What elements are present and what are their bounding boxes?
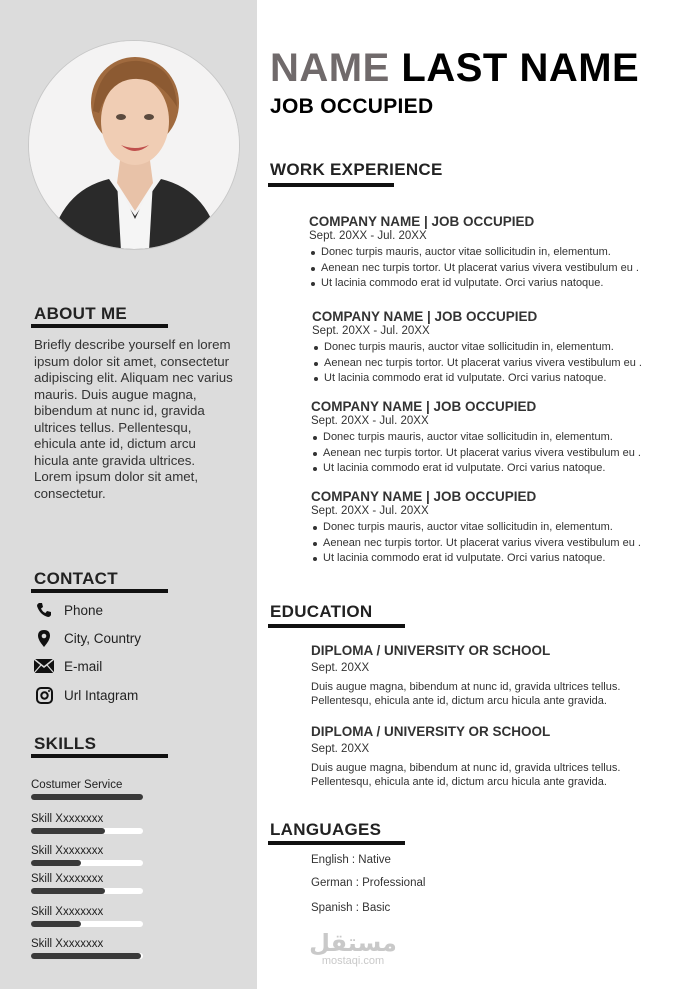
work-entry-bullet: Ut lacinia commodo erat id vulputate. Orci varius natoque. — [312, 371, 682, 387]
contact-email-label[interactable]: E-mail — [64, 658, 103, 674]
about-heading: ABOUT ME — [34, 304, 128, 323]
location-pin-icon — [34, 629, 54, 647]
contact-item-instagram — [34, 685, 138, 705]
education-entry — [311, 643, 681, 708]
skill-bar-track — [31, 860, 143, 866]
work-entry-bullets — [311, 430, 681, 477]
work-entry — [312, 309, 682, 387]
work-entry-bullets — [312, 340, 682, 387]
work-entry-bullet: Aenean nec turpis tortor. Ut placerat varius vivera vestibulum eu . — [311, 536, 681, 552]
language-item: Spanish : Basic — [311, 902, 391, 914]
profile-photo-illustration — [29, 41, 240, 250]
skill-label: Skill Xxxxxxxx — [31, 873, 104, 885]
watermark-arabic: مستقل — [309, 929, 397, 957]
work-entry-bullets — [311, 520, 681, 567]
skill-bar-track — [31, 888, 143, 894]
full-name — [270, 46, 639, 91]
work-entry — [311, 399, 681, 477]
languages-heading: LANGUAGES — [270, 820, 382, 839]
work-entry-bullet: Aenean nec turpis tortor. Ut placerat varius vivera vestibulum eu . — [312, 356, 682, 372]
work-entry-bullet: Donec turpis mauris, auctor vitae sollicitudin in, elementum. — [311, 520, 681, 536]
skill-label: Skill Xxxxxxxx — [31, 906, 104, 918]
education-entry-dates: Sept. 20XX — [311, 662, 370, 674]
job-title: JOB OCCUPIED — [270, 95, 434, 118]
skill-bar-fill — [31, 953, 141, 959]
work-experience-rule — [268, 183, 394, 187]
skill-bar-fill — [31, 860, 81, 866]
watermark-url: mostaqi.com — [321, 955, 385, 967]
work-entry-bullet: Donec turpis mauris, auctor vitae sollicitudin in, elementum. — [311, 430, 681, 446]
education-entry-desc: Duis augue magna, bibendum at nunc id, gravida ultrices tellus. Pellentesqu, ehicula ante id, dictum arcu hicula ante gravida. — [311, 762, 621, 788]
work-entry-dates: Sept. 20XX - Jul. 20XX — [311, 505, 429, 517]
instagram-icon — [34, 686, 54, 704]
skill-item — [31, 906, 146, 927]
envelope-icon — [34, 657, 54, 675]
skill-label: Costumer Service — [31, 779, 123, 791]
contact-heading: CONTACT — [34, 569, 118, 588]
education-entry-desc: Duis augue magna, bibendum at nunc id, gravida ultrices tellus. Pellentesqu, ehicula ante id, dictum arcu hicula ante gravida. — [311, 681, 621, 707]
work-entry-title: COMPANY NAME | JOB OCCUPIED — [312, 309, 538, 324]
first-name: NAME — [270, 46, 390, 90]
skill-item — [31, 873, 146, 894]
work-entry-bullet: Ut lacinia commodo erat id vulputate. Orci varius natoque. — [311, 461, 681, 477]
contact-heading-rule — [31, 589, 168, 593]
skill-bar-fill — [31, 794, 143, 800]
profile-photo — [28, 40, 240, 250]
education-entry-title: DIPLOMA / UNIVERSITY OR SCHOOL — [311, 643, 551, 658]
work-entry-bullet: Ut lacinia commodo erat id vulputate. Orci varius natoque. — [311, 551, 681, 567]
contact-instagram-label[interactable]: Url Intagram — [64, 687, 139, 703]
work-entry-bullets — [309, 245, 679, 292]
language-item: German : Professional — [311, 877, 426, 889]
skill-item — [31, 813, 146, 834]
education-entry-dates: Sept. 20XX — [311, 743, 370, 755]
contact-item-email — [34, 656, 102, 676]
skill-item — [31, 779, 146, 800]
skill-label: Skill Xxxxxxxx — [31, 938, 104, 950]
about-heading-rule — [31, 324, 168, 328]
education-entry — [311, 724, 681, 789]
work-entry-bullet: Donec turpis mauris, auctor vitae sollicitudin in, elementum. — [309, 245, 679, 261]
skill-bar-fill — [31, 888, 105, 894]
work-entry — [309, 214, 679, 292]
education-heading: EDUCATION — [270, 602, 373, 621]
work-entry-title: COMPANY NAME | JOB OCCUPIED — [309, 214, 535, 229]
work-entry-dates: Sept. 20XX - Jul. 20XX — [312, 325, 430, 337]
contact-item-location — [34, 628, 141, 648]
skills-heading-rule — [31, 754, 168, 758]
skill-bar-fill — [31, 828, 105, 834]
work-experience-heading: WORK EXPERIENCE — [270, 160, 443, 179]
skill-bar-track — [31, 953, 143, 959]
skill-item — [31, 938, 146, 959]
skill-bar-track — [31, 794, 143, 800]
skills-heading: SKILLS — [34, 734, 97, 753]
work-entry — [311, 489, 681, 567]
work-entry-bullet: Donec turpis mauris, auctor vitae sollicitudin in, elementum. — [312, 340, 682, 356]
about-text: Briefly describe yourself en lorem ipsum dolor sit amet, consectetur adipiscing elit. Aliquam nec varius mauris. Duis augue magna, bibendum at nunc id, gravida ultrices tellus. Pellentesqu, ehicula ante id, dictum arcu hicula ante gravida ultrices. Lorem ipsum dolor sit amet, consectetur. — [34, 337, 233, 501]
skill-bar-fill — [31, 921, 81, 927]
work-entry-dates: Sept. 20XX - Jul. 20XX — [311, 415, 429, 427]
contact-location-label: City, Country — [64, 630, 142, 646]
skill-bar-track — [31, 828, 143, 834]
work-entry-bullet: Ut lacinia commodo erat id vulputate. Orci varius natoque. — [309, 276, 679, 292]
work-entry-bullet: Aenean nec turpis tortor. Ut placerat varius vivera vestibulum eu . — [309, 261, 679, 277]
language-item: English : Native — [311, 854, 391, 866]
sidebar — [0, 0, 257, 989]
skill-label: Skill Xxxxxxxx — [31, 813, 104, 825]
last-name: LAST NAME — [401, 46, 640, 90]
work-entry-title: COMPANY NAME | JOB OCCUPIED — [311, 399, 537, 414]
skill-label: Skill Xxxxxxxx — [31, 845, 104, 857]
skill-item — [31, 845, 146, 866]
phone-icon — [34, 601, 54, 619]
skill-bar-track — [31, 921, 143, 927]
work-entry-bullet: Aenean nec turpis tortor. Ut placerat varius vivera vestibulum eu . — [311, 446, 681, 462]
education-rule — [268, 624, 405, 628]
contact-item-phone — [34, 600, 103, 620]
education-entry-title: DIPLOMA / UNIVERSITY OR SCHOOL — [311, 724, 551, 739]
languages-rule — [268, 841, 405, 845]
work-entry-dates: Sept. 20XX - Jul. 20XX — [309, 230, 427, 242]
work-entry-title: COMPANY NAME | JOB OCCUPIED — [311, 489, 537, 504]
watermark — [308, 930, 398, 967]
contact-phone-label: Phone — [64, 602, 104, 618]
